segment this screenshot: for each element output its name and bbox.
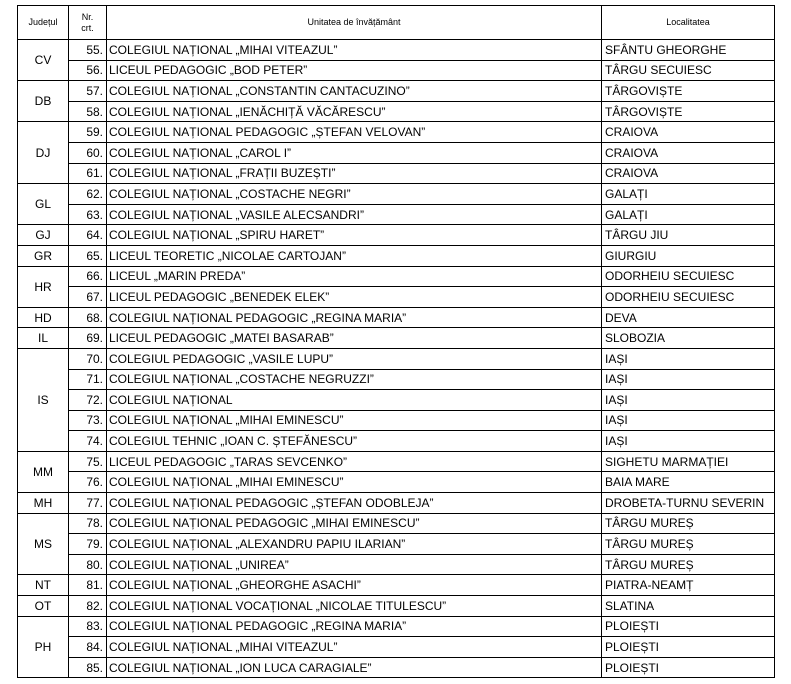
row-number-cell: 75. [69,451,107,472]
row-number-cell: 62. [69,184,107,205]
county-cell: DB [18,81,69,122]
row-number-cell: 81. [69,575,107,596]
table-row [18,575,775,596]
row-number-cell: 67. [69,287,107,308]
county-cell: IL [18,328,69,349]
table-header-row [18,6,775,40]
locality-cell: SFÂNTU GHEORGHE [602,40,775,61]
table-row [18,184,775,205]
table-row [18,369,775,390]
locality-cell: ODORHEIU SECUIESC [602,266,775,287]
row-number-cell: 76. [69,472,107,493]
locality-cell: CRAIOVA [602,163,775,184]
row-number-cell: 66. [69,266,107,287]
county-cell: OT [18,596,69,617]
row-number-cell: 60. [69,142,107,163]
school-name-cell: COLEGIUL NAȚIONAL „MIHAI VITEAZUL” [107,637,602,658]
row-number-cell: 83. [69,616,107,637]
table-row [18,307,775,328]
row-number-cell: 70. [69,348,107,369]
table-row [18,431,775,452]
table-row [18,287,775,308]
table-row [18,616,775,637]
row-number-cell: 56. [69,60,107,81]
school-name-cell: COLEGIUL TEHNIC „IOAN C. ȘTEFĂNESCU” [107,431,602,452]
table-body [18,40,775,678]
school-name-cell: LICEUL PEDAGOGIC „TARAS SEVCENKO” [107,451,602,472]
locality-cell: PLOIEȘTI [602,616,775,637]
school-name-cell: COLEGIUL NAȚIONAL „COSTACHE NEGRUZZI” [107,369,602,390]
county-cell: PH [18,616,69,678]
school-name-cell: LICEUL PEDAGOGIC „MATEI BASARAB” [107,328,602,349]
header-nr-line1: Nr. [81,11,94,22]
county-cell: IS [18,348,69,451]
row-number-cell: 72. [69,390,107,411]
county-cell: HR [18,266,69,307]
locality-cell: GALAȚI [602,184,775,205]
row-number-cell: 80. [69,554,107,575]
header-unitatea: Unitatea de învățământ [107,6,602,40]
row-number-cell: 61. [69,163,107,184]
locality-cell: TÂRGU MUREȘ [602,513,775,534]
table-row [18,245,775,266]
locality-cell: CRAIOVA [602,122,775,143]
county-cell: CV [18,40,69,81]
row-number-cell: 57. [69,81,107,102]
locality-cell: TÂRGU SECUIESC [602,60,775,81]
table-row [18,204,775,225]
school-name-cell: COLEGIUL NAȚIONAL VOCAȚIONAL „NICOLAE TITULESCU” [107,596,602,617]
school-name-cell: COLEGIUL NAȚIONAL „FRAȚII BUZEȘTI” [107,163,602,184]
locality-cell: TÂRGU JIU [602,225,775,246]
row-number-cell: 74. [69,431,107,452]
row-number-cell: 64. [69,225,107,246]
locality-cell: BAIA MARE [602,472,775,493]
school-name-cell: COLEGIUL NAȚIONAL „GHEORGHE ASACHI” [107,575,602,596]
county-cell: DJ [18,122,69,184]
locality-cell: GALAȚI [602,204,775,225]
county-cell: GR [18,245,69,266]
row-number-cell: 78. [69,513,107,534]
table-row [18,266,775,287]
row-number-cell: 58. [69,101,107,122]
locality-cell: TÂRGU MUREȘ [602,534,775,555]
row-number-cell: 84. [69,637,107,658]
table-row [18,657,775,678]
school-name-cell: COLEGIUL NAȚIONAL „ALEXANDRU PAPIU ILARIAN” [107,534,602,555]
county-cell: GL [18,184,69,225]
header-judet: Județul [18,6,69,40]
school-name-cell: COLEGIUL NAȚIONAL „MIHAI VITEAZUL” [107,40,602,61]
table-row [18,451,775,472]
table-row [18,60,775,81]
locality-cell: GIURGIU [602,245,775,266]
row-number-cell: 77. [69,493,107,514]
locality-cell: PLOIEȘTI [602,637,775,658]
table-row [18,163,775,184]
header-localitatea: Localitatea [602,6,775,40]
row-number-cell: 68. [69,307,107,328]
table-row [18,554,775,575]
locality-cell: IAȘI [602,348,775,369]
schools-table [17,5,775,678]
locality-cell: SLATINA [602,596,775,617]
locality-cell: CRAIOVA [602,142,775,163]
locality-cell: DROBETA-TURNU SEVERIN [602,493,775,514]
locality-cell: TÂRGOVIȘTE [602,81,775,102]
school-name-cell: LICEUL PEDAGOGIC „BENEDEK ELEK” [107,287,602,308]
table-row [18,225,775,246]
table-row [18,534,775,555]
table-row [18,596,775,617]
table-row [18,472,775,493]
county-cell: NT [18,575,69,596]
school-name-cell: COLEGIUL NAȚIONAL PEDAGOGIC „REGINA MARIA” [107,616,602,637]
school-name-cell: COLEGIUL PEDAGOGIC „VASILE LUPU” [107,348,602,369]
school-name-cell: COLEGIUL NAȚIONAL PEDAGOGIC „MIHAI EMINESCU” [107,513,602,534]
table-row [18,142,775,163]
table-row [18,122,775,143]
row-number-cell: 69. [69,328,107,349]
school-name-cell: COLEGIUL NAȚIONAL „IENĂCHIȚĂ VĂCĂRESCU” [107,101,602,122]
row-number-cell: 65. [69,245,107,266]
school-name-cell: COLEGIUL NAȚIONAL PEDAGOGIC „ȘTEFAN VELOVAN” [107,122,602,143]
locality-cell: ODORHEIU SECUIESC [602,287,775,308]
locality-cell: IAȘI [602,431,775,452]
row-number-cell: 63. [69,204,107,225]
locality-cell: SIGHETU MARMAȚIEI [602,451,775,472]
school-name-cell: COLEGIUL NAȚIONAL „MIHAI EMINESCU” [107,410,602,431]
table-row [18,328,775,349]
row-number-cell: 85. [69,657,107,678]
county-cell: GJ [18,225,69,246]
row-number-cell: 55. [69,40,107,61]
locality-cell: TÂRGOVIȘTE [602,101,775,122]
header-nr-line2: crt. [81,22,94,33]
header-nr [69,6,107,40]
row-number-cell: 71. [69,369,107,390]
locality-cell: DEVA [602,307,775,328]
table-row [18,637,775,658]
locality-cell: SLOBOZIA [602,328,775,349]
school-name-cell: COLEGIUL NAȚIONAL [107,390,602,411]
school-name-cell: LICEUL TEORETIC „NICOLAE CARTOJAN” [107,245,602,266]
school-name-cell: LICEUL PEDAGOGIC „BOD PETER” [107,60,602,81]
school-name-cell: LICEUL „MARIN PREDA” [107,266,602,287]
school-name-cell: COLEGIUL NAȚIONAL „CAROL I” [107,142,602,163]
row-number-cell: 73. [69,410,107,431]
row-number-cell: 59. [69,122,107,143]
school-name-cell: COLEGIUL NAȚIONAL „UNIREA” [107,554,602,575]
school-name-cell: COLEGIUL NAȚIONAL „ION LUCA CARAGIALE” [107,657,602,678]
row-number-cell: 79. [69,534,107,555]
table-row [18,348,775,369]
school-name-cell: COLEGIUL NAȚIONAL „VASILE ALECSANDRI” [107,204,602,225]
table-row [18,513,775,534]
county-cell: MM [18,451,69,492]
school-name-cell: COLEGIUL NAȚIONAL „CONSTANTIN CANTACUZINO” [107,81,602,102]
school-name-cell: COLEGIUL NAȚIONAL „MIHAI EMINESCU” [107,472,602,493]
table-row [18,390,775,411]
county-cell: MH [18,493,69,514]
locality-cell: PIATRA-NEAMȚ [602,575,775,596]
table-row [18,40,775,61]
locality-cell: IAȘI [602,390,775,411]
county-cell: HD [18,307,69,328]
school-name-cell: COLEGIUL NAȚIONAL PEDAGOGIC „REGINA MARIA” [107,307,602,328]
table-row [18,410,775,431]
county-cell: MS [18,513,69,575]
school-name-cell: COLEGIUL NAȚIONAL „COSTACHE NEGRI” [107,184,602,205]
school-name-cell: COLEGIUL NAȚIONAL PEDAGOGIC „ȘTEFAN ODOBLEJA” [107,493,602,514]
table-row [18,81,775,102]
table-row [18,493,775,514]
row-number-cell: 82. [69,596,107,617]
locality-cell: PLOIEȘTI [602,657,775,678]
locality-cell: IAȘI [602,410,775,431]
locality-cell: IAȘI [602,369,775,390]
school-name-cell: COLEGIUL NAȚIONAL „SPIRU HARET” [107,225,602,246]
table-row [18,101,775,122]
locality-cell: TÂRGU MUREȘ [602,554,775,575]
